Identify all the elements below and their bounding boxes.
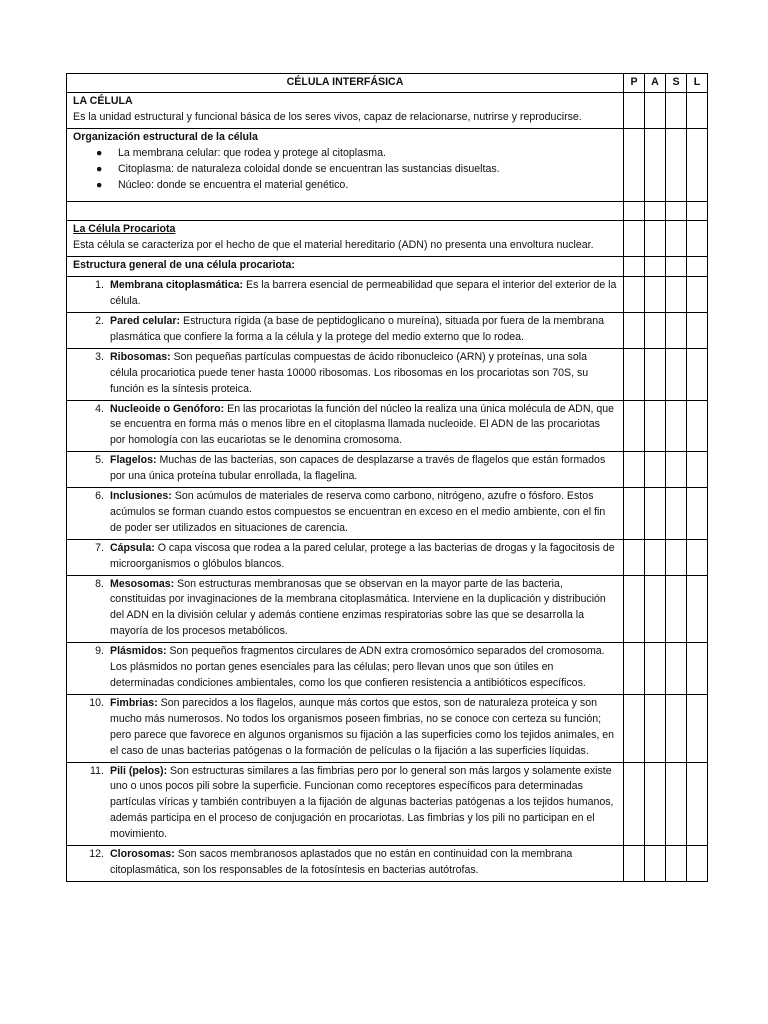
- empty-cell: [67, 202, 624, 221]
- check-cell[interactable]: [666, 575, 687, 643]
- item-number: 8.: [95, 577, 104, 590]
- structure-item: [67, 312, 624, 348]
- check-cell[interactable]: [624, 400, 645, 452]
- check-cell[interactable]: [666, 312, 687, 348]
- item-description: Son parecidos a los flagelos, aunque más cortos que estos, son de naturaleza proteica y son mucho más numerosos. No todos los organismos poseen fimbrias, no se conoce con certeza su función; pero parece que favorece en algunos organismos su fijación a las superficies como los tejidos animales, en el caso de unas bacterias patógenas o la formación de películas o la fijación a las superficies líquidas.: [110, 696, 615, 757]
- structure-item: [67, 488, 624, 540]
- check-cell[interactable]: [687, 575, 708, 643]
- check-cell[interactable]: [666, 348, 687, 400]
- check-cell[interactable]: [624, 257, 645, 277]
- structure-item-row: [67, 400, 708, 452]
- list-item: ● Núcleo: donde se encuentra el material genético.: [73, 178, 617, 194]
- check-cell[interactable]: [624, 694, 645, 762]
- section-text: Esta célula se caracteriza por el hecho de que el material hereditario (ADN) no presenta una envoltura nuclear.: [73, 239, 594, 252]
- structure-item: [67, 400, 624, 452]
- structure-item-row: [67, 539, 708, 575]
- item-term: Fimbrias:: [110, 696, 158, 709]
- check-cell[interactable]: [645, 575, 666, 643]
- item-number: 6.: [95, 490, 104, 503]
- column-a: A: [645, 74, 666, 93]
- bullet-icon: ●: [96, 162, 103, 175]
- item-term: Inclusiones:: [110, 490, 172, 503]
- check-cell[interactable]: [645, 221, 666, 257]
- item-term: Cápsula:: [110, 541, 155, 554]
- structure-item-row: [67, 312, 708, 348]
- item-description: Estructura rígida (a base de peptidoglicano o mureína), situada por fuera de la membrana plasmática que confiere la forma a la célula y la protege del medio externo que lo rodea.: [110, 314, 605, 343]
- check-cell[interactable]: [687, 348, 708, 400]
- checklist-table: [66, 73, 708, 882]
- bullet-list: [73, 146, 617, 194]
- check-cell[interactable]: [666, 452, 687, 488]
- section-heading: LA CÉLULA: [73, 95, 133, 107]
- item-number: 5.: [95, 454, 104, 467]
- check-cell[interactable]: [624, 452, 645, 488]
- check-cell[interactable]: [666, 643, 687, 695]
- item-term: Flagelos:: [110, 454, 157, 467]
- check-cell[interactable]: [687, 488, 708, 540]
- structure-item-row: [67, 575, 708, 643]
- check-cell[interactable]: [624, 348, 645, 400]
- check-cell[interactable]: [624, 202, 645, 221]
- check-cell[interactable]: [666, 257, 687, 277]
- item-term: Nucleoide o Genóforo:: [110, 402, 225, 415]
- item-description: O capa viscosa que rodea a la pared celular, protege a las bacterias de drogas y la fagocitosis de microorganismos o glóbulos blancos.: [110, 541, 615, 570]
- section-celula: [67, 93, 624, 129]
- structure-item: [67, 348, 624, 400]
- check-cell[interactable]: [624, 93, 645, 129]
- check-cell[interactable]: [666, 400, 687, 452]
- item-number: 3.: [95, 350, 104, 363]
- section-text: Es la unidad estructural y funcional básica de los seres vivos, capaz de relacionarse, nutrirse y reproducirse.: [73, 110, 582, 123]
- check-cell[interactable]: [687, 400, 708, 452]
- structure-item-row: [67, 762, 708, 846]
- item-description: Son pequeños fragmentos circulares de ADN extra cromosómico separados del cromosoma. Los plásmidos no portan genes esenciales para las células; pero llevan unos que son útiles en determinadas condiciones ambientales, como los que confieren resistencia a antibióticos específicos.: [110, 645, 605, 689]
- section-estructura-row: [67, 257, 708, 277]
- section-heading: La Célula Procariota: [73, 223, 176, 236]
- structure-item-row: [67, 452, 708, 488]
- item-term: Plásmidos:: [110, 645, 167, 658]
- section-procariota-row: [67, 221, 708, 257]
- item-description: Muchas de las bacterias, son capaces de desplazarse a través de flagelos que están formados por una única proteína tubular enrollada, la flagelina.: [110, 454, 606, 483]
- structure-item-row: [67, 277, 708, 313]
- item-description: Son pequeñas partículas compuestas de ácido ribonucleico (ARN) y proteínas, una sola célula procariotica puede tener hasta 10000 ribosomas. Los ribosomas en los procariotas son 70S, su función es la síntesis proteica.: [110, 350, 589, 395]
- check-cell[interactable]: [687, 762, 708, 846]
- structure-item-row: [67, 846, 708, 882]
- check-cell[interactable]: [645, 348, 666, 400]
- structure-item: [67, 694, 624, 762]
- section-organizacion-row: [67, 128, 708, 202]
- structure-item-row: [67, 694, 708, 762]
- check-cell[interactable]: [624, 575, 645, 643]
- item-number: 7.: [95, 541, 104, 554]
- check-cell[interactable]: [666, 93, 687, 129]
- table-header-row: [67, 74, 708, 93]
- structure-item: [67, 846, 624, 882]
- check-cell[interactable]: [645, 694, 666, 762]
- check-cell[interactable]: [645, 452, 666, 488]
- check-cell[interactable]: [666, 694, 687, 762]
- check-cell[interactable]: [687, 539, 708, 575]
- check-cell[interactable]: [687, 452, 708, 488]
- section-procariota: [67, 221, 624, 257]
- check-cell[interactable]: [687, 128, 708, 202]
- table-title: CÉLULA INTERFÁSICA: [67, 74, 624, 93]
- check-cell[interactable]: [666, 277, 687, 313]
- check-cell[interactable]: [645, 277, 666, 313]
- document: [66, 73, 708, 882]
- check-cell[interactable]: [666, 762, 687, 846]
- check-cell[interactable]: [645, 400, 666, 452]
- check-cell[interactable]: [645, 202, 666, 221]
- list-item: ● Citoplasma: de naturaleza coloidal donde se encuentran las sustancias disueltas.: [73, 162, 617, 178]
- check-cell[interactable]: [645, 257, 666, 277]
- check-cell[interactable]: [687, 202, 708, 221]
- check-cell[interactable]: [666, 539, 687, 575]
- item-number: 11.: [90, 764, 104, 777]
- check-cell[interactable]: [666, 488, 687, 540]
- check-cell[interactable]: [645, 643, 666, 695]
- check-cell[interactable]: [624, 277, 645, 313]
- item-number: 2.: [95, 314, 104, 327]
- check-cell[interactable]: [624, 539, 645, 575]
- item-number: 9.: [95, 645, 104, 658]
- check-cell[interactable]: [645, 312, 666, 348]
- column-p: P: [624, 74, 645, 93]
- item-term: Ribosomas:: [110, 350, 171, 363]
- check-cell[interactable]: [666, 221, 687, 257]
- check-cell[interactable]: [687, 93, 708, 129]
- structure-item-row: [67, 348, 708, 400]
- section-celula-row: [67, 93, 708, 129]
- item-term: Pared celular:: [110, 314, 181, 327]
- check-cell[interactable]: [645, 93, 666, 129]
- item-number: 1.: [95, 279, 104, 292]
- section-heading: Organización estructural de la célula: [73, 130, 258, 143]
- check-cell[interactable]: [666, 846, 687, 882]
- check-cell[interactable]: [666, 128, 687, 202]
- structure-item: [67, 643, 624, 695]
- item-description: Es la barrera esencial de permeabilidad que separa el interior del exterior de la célula.: [110, 279, 617, 308]
- item-term: Membrana citoplasmática:: [110, 279, 244, 292]
- check-cell[interactable]: [687, 257, 708, 277]
- check-cell[interactable]: [687, 221, 708, 257]
- check-cell[interactable]: [624, 846, 645, 882]
- column-l: L: [687, 74, 708, 93]
- item-description: Son estructuras similares a las fimbrias pero por lo general son más largos y solamente existe uno o unos pocos pili sobre la superficie. Funcionan como receptores específicos para determinadas partículas víricas y también contribuyen a la fijación de algunas bacterias patógenas a los tejidos humanos, además participa en el proceso de conjugación en procariotas. Las fimbrias y los pili no participan en el movimiento.: [110, 764, 614, 841]
- structure-item: [67, 575, 624, 643]
- check-cell[interactable]: [624, 762, 645, 846]
- check-cell[interactable]: [624, 643, 645, 695]
- check-cell[interactable]: [624, 128, 645, 202]
- column-s: S: [666, 74, 687, 93]
- structure-item-row: [67, 643, 708, 695]
- check-cell[interactable]: [645, 762, 666, 846]
- structure-item: [67, 277, 624, 313]
- check-cell[interactable]: [645, 488, 666, 540]
- structure-item-row: [67, 488, 708, 540]
- check-cell[interactable]: [687, 277, 708, 313]
- check-cell[interactable]: [645, 128, 666, 202]
- item-number: 4.: [95, 402, 104, 415]
- check-cell[interactable]: [666, 202, 687, 221]
- check-cell[interactable]: [624, 488, 645, 540]
- item-term: Clorosomas:: [110, 848, 175, 861]
- structure-item: [67, 539, 624, 575]
- section-organizacion: [67, 128, 624, 202]
- check-cell[interactable]: [645, 539, 666, 575]
- check-cell[interactable]: [687, 643, 708, 695]
- check-cell[interactable]: [624, 312, 645, 348]
- item-description: Son sacos membranosos aplastados que no están en continuidad con la membrana citoplasmática, son los responsables de la fotosíntesis en bacterias autótrofas.: [110, 848, 573, 876]
- item-number: 10.: [89, 696, 104, 709]
- check-cell[interactable]: [687, 312, 708, 348]
- check-cell[interactable]: [645, 846, 666, 882]
- item-term: Pili (pelos):: [110, 764, 168, 777]
- item-number: 12.: [89, 848, 104, 861]
- check-cell[interactable]: [624, 221, 645, 257]
- structure-item: [67, 762, 624, 846]
- check-cell[interactable]: [687, 846, 708, 882]
- item-description: Son acúmulos de materiales de reserva como carbono, nitrógeno, azufre o fósforo. Estos acúmulos se forman cuando estos compuestos se encuentran en exceso en el medio ambiente, con el fin de poder ser utilizados en situaciones de carencia.: [110, 490, 606, 534]
- structure-item: [67, 452, 624, 488]
- empty-row: [67, 202, 708, 221]
- item-term: Mesosomas:: [110, 577, 175, 590]
- bullet-icon: ●: [96, 146, 103, 159]
- bullet-icon: ●: [96, 178, 103, 191]
- check-cell[interactable]: [687, 694, 708, 762]
- item-description: En las procariotas la función del núcleo la realiza una única molécula de ADN, que se encuentra en forma más o menos libre en el citoplasma llamada nucleoide. El ADN de las procariotas por homología con las eucariotas se le denomina cromosoma.: [110, 402, 615, 447]
- section-heading: Estructura general de una célula procariota:: [67, 257, 624, 277]
- list-item: ● La membrana celular: que rodea y protege al citoplasma.: [73, 146, 617, 162]
- item-description: Son estructuras membranosas que se observan en la mayor parte de las bacteria, constituidas por invaginaciones de la membrana citoplasmática. Interviene en la duplicación y distribución del ADN en la división celular y además contiene enzimas respiratorias sobre las que se desarrolla la mayoría de los procesos metabólicos.: [110, 577, 606, 638]
